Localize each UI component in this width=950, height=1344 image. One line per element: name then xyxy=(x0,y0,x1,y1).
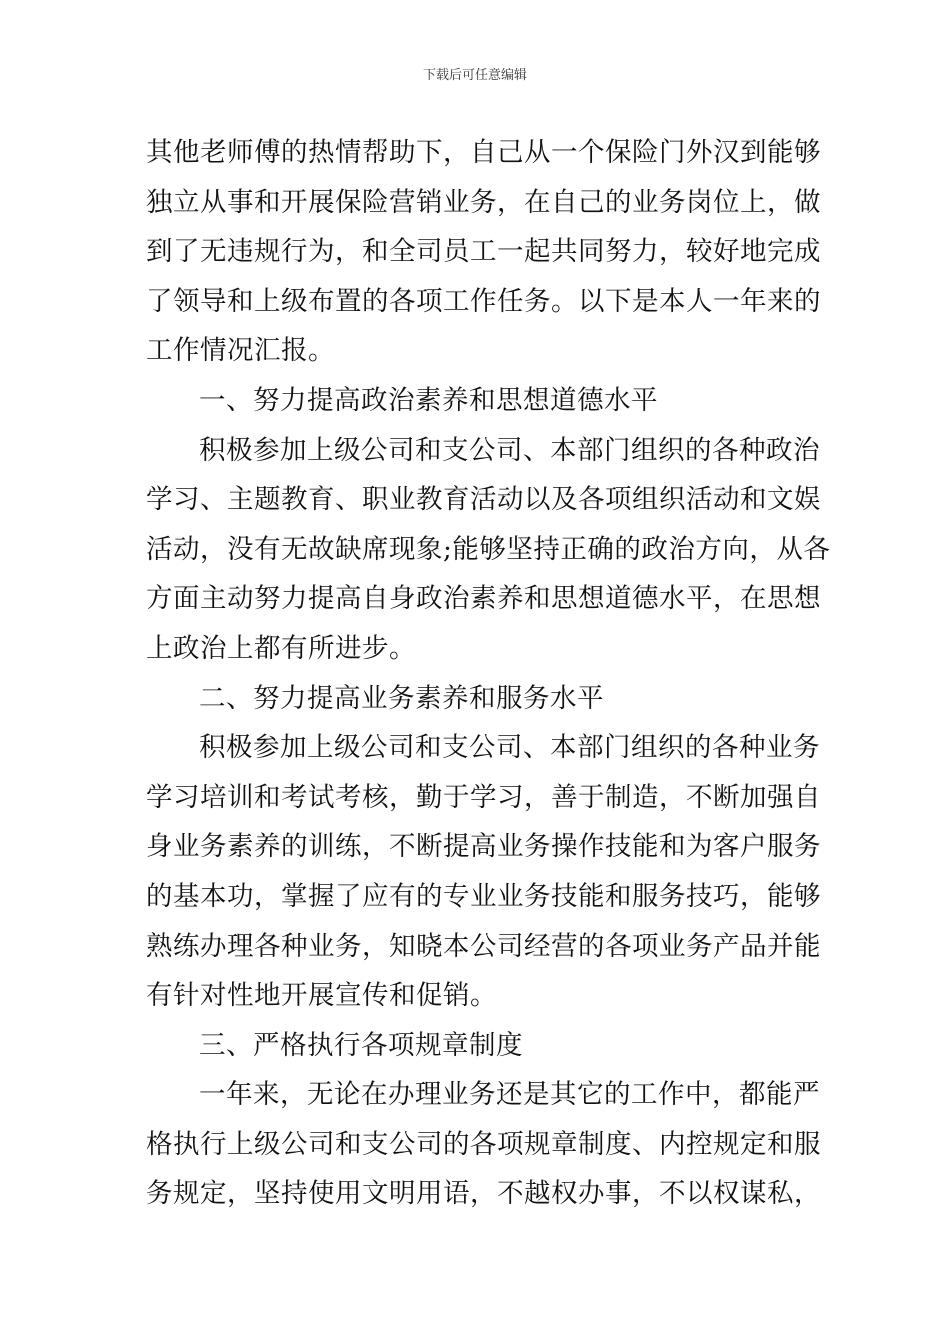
header-note: 下载后可任意编辑 xyxy=(422,68,527,83)
text-line: 格执行上级公司和支公司的各项规章制度、内控规定和服 xyxy=(146,1128,821,1160)
text-line: 务规定，坚持使用文明用语，不越权办事，不以权谋私， xyxy=(146,1178,821,1210)
document-body xyxy=(146,128,831,1219)
text-line: 有针对性地开展宣传和促销。 xyxy=(146,980,497,1012)
section-heading-1: 一、努力提高政治素养和思想道德水平 xyxy=(199,384,658,416)
section-heading-2: 二、努力提高业务素养和服务水平 xyxy=(199,682,604,714)
text-line: 活动，没有无故缺席现象;能够坚持正确的政治方向，从各 xyxy=(146,533,831,565)
text-line: 上政治上都有所进步。 xyxy=(146,632,416,664)
section-heading-3: 三、严格执行各项规章制度 xyxy=(199,1029,523,1061)
text-line: 积极参加上级公司和支公司、本部门组织的各种业务 xyxy=(199,732,820,764)
text-line: 独立从事和开展保险营销业务，在自己的业务岗位上，做 xyxy=(146,186,821,218)
text-line: 其他老师傅的热情帮助下，自己从一个保险门外汉到能够 xyxy=(146,137,821,168)
text-line: 积极参加上级公司和支公司、本部门组织的各种政治 xyxy=(199,434,820,466)
text-line: 工作情况汇报。 xyxy=(146,335,335,367)
text-line: 到了无违规行为，和全司员工一起共同努力，较好地完成 xyxy=(146,236,821,268)
text-line: 学习、主题教育、职业教育活动以及各项组织活动和文娱 xyxy=(146,484,821,516)
text-line: 了领导和上级布置的各项工作任务。以下是本人一年来的 xyxy=(146,285,821,317)
text-line: 方面主动努力提高自身政治素养和思想道德水平，在思想 xyxy=(146,583,821,615)
text-line: 身业务素养的训练，不断提高业务操作技能和为客户服务 xyxy=(146,831,821,863)
text-line: 熟练办理各种业务，知晓本公司经营的各项业务产品并能 xyxy=(146,930,821,962)
text-line: 一年来，无论在办理业务还是其它的工作中，都能严 xyxy=(199,1079,820,1111)
text-line: 的基本功，掌握了应有的专业业务技能和服务技巧，能够 xyxy=(146,880,821,912)
text-line: 学习培训和考试考核，勤于学习，善于制造，不断加强自 xyxy=(146,781,821,813)
